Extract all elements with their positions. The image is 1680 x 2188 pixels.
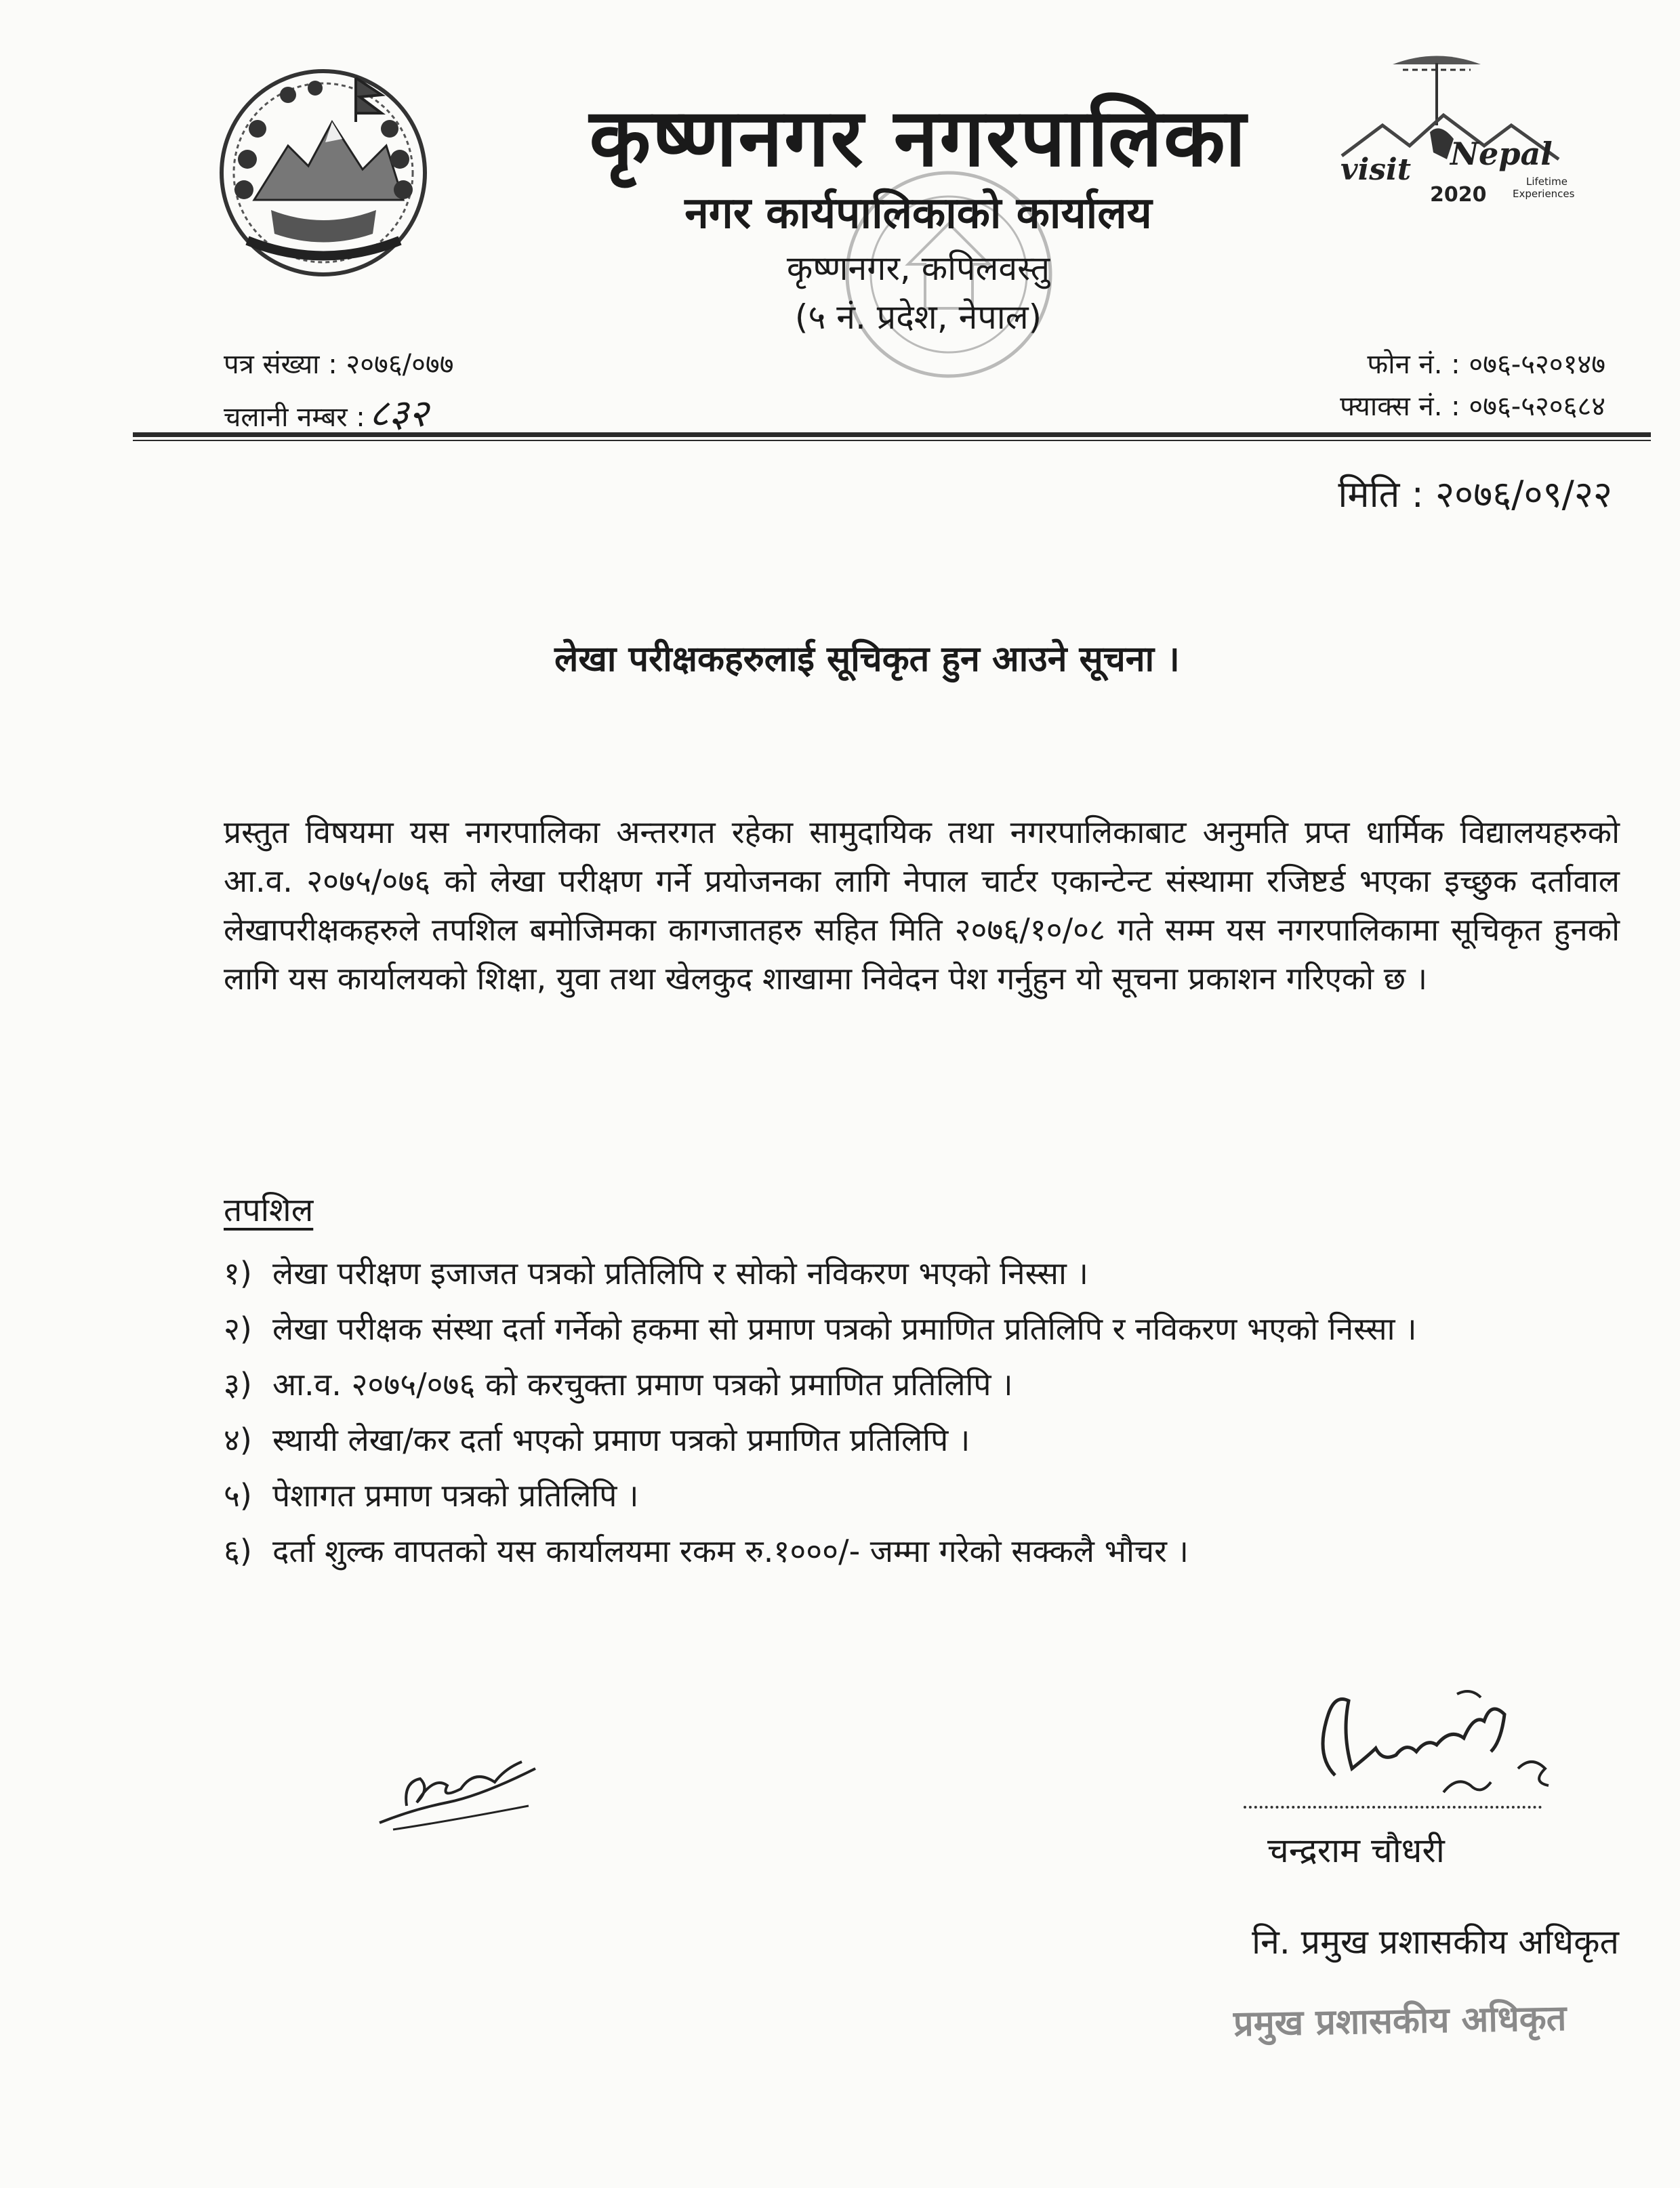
logo-tagline-1: Lifetime [1526,176,1568,188]
logo-nepal-text: Nepal [1450,136,1553,172]
office-address: कृष्णनगर, कपिलवस्तु [786,249,1050,288]
list-item-text: लेखा परीक्षण इजाजत पत्रको प्रतिलिपि र सोको नविकरण भएको निस्सा । [272,1255,1088,1292]
phone-number: फोन नं. : ०७६-५२०१४७ [1367,349,1605,380]
logo-tagline-2: Experiences [1513,188,1575,200]
details-list-item [224,1523,1579,1579]
notice-body-paragraph: प्रस्तुत विषयमा यस नगरपालिका अन्तरगत रहेका सामुदायिक तथा नगरपालिकाबाट अनुमति प्रप्त धार्मिक विद्यालयहरुको आ.व. २०७५/०७६ को लेखा परीक्षण गर्ने प्रयोजनका लागि नेपाल चार्टर एकान्टेन्ट संस्थामा रजिष्टर्ड भएका इच्छुक दर्तावाल लेखापरीक्षकहरुले तपशिल बमोजिमका कागजातहरु सहित मिति २०७६/१०/०८ गते सम्म यस नगरपालिकामा सूचिकृत हुनको लागि यस कार्यालयको शिक्षा, युवा तथा खेलकुद शाखामा निवेदन पेश गर्नुहुन यो सूचना प्रकाशन गरिएको छ । [224,814,1620,997]
signatory-designation: नि. प्रमुख प्रशासकीय अधिकृत [1252,1922,1619,1962]
signature [1288,1674,1559,1802]
details-list-item [224,1301,1579,1357]
government-seal-emblem [207,58,441,281]
office-name: नगर कार्यपालिकाको कार्यालय [684,188,1152,239]
list-item-text: पेशागत प्रमाण पत्रको प्रतिलिपि । [272,1477,639,1514]
handwritten-initial [366,1741,556,1843]
logo-year-text: 2020 [1430,183,1487,207]
list-item-text: आ.व. २०७५/०७६ को करचुक्ता प्रमाण पत्रको प्रमाणित प्रतिलिपि । [272,1366,1013,1403]
dispatch-number-label: चलानी नम्बर : [224,402,365,433]
notice-subject: लेखा परीक्षकहरुलाई सूचिकृत हुन आउने सूचना । [554,639,1180,680]
list-item-number: १) [224,1255,252,1292]
list-item-text: स्थायी लेखा/कर दर्ता भएको प्रमाण पत्रको प्रमाणित प्रतिलिपि । [272,1422,970,1458]
visit-nepal-2020-logo [1328,51,1593,213]
details-list-item [224,1468,1579,1523]
list-item-number: २) [224,1310,252,1347]
details-heading: तपशिल [224,1191,314,1229]
dispatch-number-row [224,386,428,438]
office-province: (५ नं. प्रदेश, नेपाल) [794,297,1042,337]
letter-date: मिति : २०७६/०९/२२ [1338,473,1612,516]
fax-number: फ्याक्स नं. : ०७६-५२०६८४ [1340,391,1605,422]
letter-number: पत्र संख्या : २०७६/०७७ [224,349,454,380]
signatory-name: चन्द्रराम चौधरी [1267,1831,1445,1870]
list-item-text: दर्ता शुल्क वापतको यस कार्यालयमा रकम रु.१०००/- जम्मा गरेको सक्कलै भौचर । [272,1533,1189,1569]
list-item-text: लेखा परीक्षक संस्था दर्ता गर्नेको हकमा सो प्रमाण पत्रको प्रमाणित प्रतिलिपि र नविकरण भएको निस्सा । [272,1310,1417,1347]
details-list-item [224,1245,1579,1301]
logo-visit-text: visit [1340,152,1412,187]
dispatch-number-handwritten: ८३२ [369,392,429,436]
municipality-name: कृष्णनगर नगरपालिका [589,91,1248,184]
header-divider [133,432,1651,441]
list-item-number: ४) [224,1422,252,1458]
list-item-number: ३) [224,1366,252,1403]
details-list-item [224,1357,1579,1412]
list-item-number: ५) [224,1477,252,1514]
signature-line [1244,1806,1542,1809]
list-item-number: ६) [224,1533,252,1569]
designation-stamp: प्रमुख प्रशासकीय अधिकृत [1233,1998,1567,2045]
details-list [224,1245,1579,1579]
details-list-item [224,1412,1579,1468]
